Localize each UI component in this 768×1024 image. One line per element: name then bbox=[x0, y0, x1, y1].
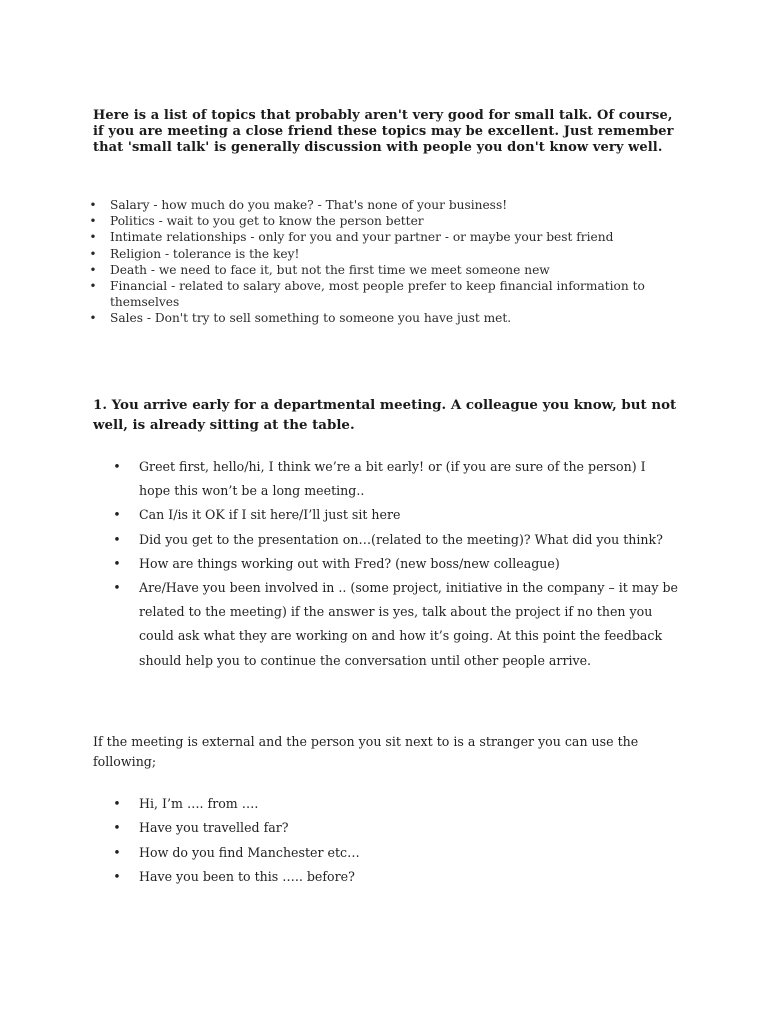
list-item-text: Salary - how much do you make? - That's none of your business! bbox=[110, 198, 508, 212]
stranger-phrases-list bbox=[110, 792, 670, 889]
list-item-text: Religion - tolerance is the key! bbox=[110, 246, 300, 261]
bullet-icon: • bbox=[113, 796, 121, 811]
list-item bbox=[110, 841, 670, 865]
list-item-text: Greet first, hello/hi, I think we’re a bit early! or (if you are sure of the person) I hope this won’t be a long meeting.. bbox=[139, 459, 646, 499]
list-item bbox=[86, 213, 686, 229]
list-item bbox=[86, 246, 686, 262]
list-item bbox=[110, 552, 680, 576]
list-item bbox=[110, 528, 680, 552]
bullet-icon: • bbox=[113, 555, 121, 571]
section-heading: 1. You arrive early for a departmental meeting. A colleague you know, but not well, is already sitting at the table. bbox=[93, 397, 677, 433]
list-item bbox=[86, 262, 686, 278]
list-item-text: How are things working out with Fred? (new boss/new colleague) bbox=[139, 555, 560, 571]
bullet-icon: • bbox=[113, 868, 121, 884]
list-item-text: Have you been to this ….. before? bbox=[139, 868, 355, 884]
bullet-icon: • bbox=[89, 279, 97, 294]
list-item-text: Did you get to the presentation on…(related to the meeting)? What did you think? bbox=[139, 531, 663, 547]
list-item bbox=[110, 503, 680, 527]
list-item-text: How do you find Manchester etc… bbox=[139, 844, 360, 860]
bullet-icon: • bbox=[89, 311, 97, 326]
bullet-icon: • bbox=[113, 580, 121, 596]
list-item bbox=[110, 816, 670, 840]
list-item-text: Hi, I’m …. from …. bbox=[139, 796, 259, 811]
list-item-text: Politics - wait to you get to know the person better bbox=[110, 214, 424, 229]
bullet-icon: • bbox=[89, 246, 97, 261]
bullet-icon: • bbox=[113, 531, 121, 547]
list-item bbox=[110, 576, 680, 673]
bullet-icon: • bbox=[89, 230, 97, 245]
list-item-text: Intimate relationships - only for you and your partner - or maybe your best friend bbox=[110, 230, 614, 245]
external-meeting-paragraph: If the meeting is external and the person you sit next to is a stranger you can use the following; bbox=[93, 734, 639, 769]
meeting-phrases-list bbox=[110, 455, 680, 673]
list-item bbox=[86, 310, 686, 326]
list-item-text: Can I/is it OK if I sit here/I’ll just sit here bbox=[139, 507, 401, 523]
bullet-icon: • bbox=[89, 214, 97, 229]
list-item bbox=[86, 197, 686, 213]
list-item-text: Have you travelled far? bbox=[139, 820, 289, 836]
list-item-text: Sales - Don't try to sell something to someone you have just met. bbox=[110, 311, 512, 326]
bullet-icon: • bbox=[89, 198, 97, 212]
bullet-icon: • bbox=[89, 262, 97, 277]
bad-topics-list bbox=[86, 197, 686, 327]
list-item bbox=[110, 865, 670, 889]
list-item bbox=[110, 792, 670, 816]
bullet-icon: • bbox=[113, 820, 121, 836]
list-item bbox=[86, 278, 686, 310]
bullet-icon: • bbox=[113, 507, 121, 523]
bullet-icon: • bbox=[113, 844, 121, 860]
intro-paragraph: Here is a list of topics that probably aren't very good for small talk. Of course, if you are meeting a close friend these topics may be excellent. Just remember that 'small talk' is generally discussion with people you don't know very well. bbox=[93, 108, 674, 155]
list-item bbox=[110, 455, 680, 503]
list-item-text: Financial - related to salary above, most people prefer to keep financial information to themselves bbox=[110, 279, 645, 310]
list-item bbox=[86, 229, 686, 245]
list-item-text: Death - we need to face it, but not the first time we meet someone new bbox=[110, 262, 550, 277]
list-item-text: Are/Have you been involved in .. (some project, initiative in the company – it may be related to the meeting) if the answer is yes, talk about the project if no then you could ask what they are working on and how it’s going. At this point the feedback should help you to continue the conversation until other people arrive. bbox=[139, 580, 678, 668]
bullet-icon: • bbox=[113, 459, 121, 474]
